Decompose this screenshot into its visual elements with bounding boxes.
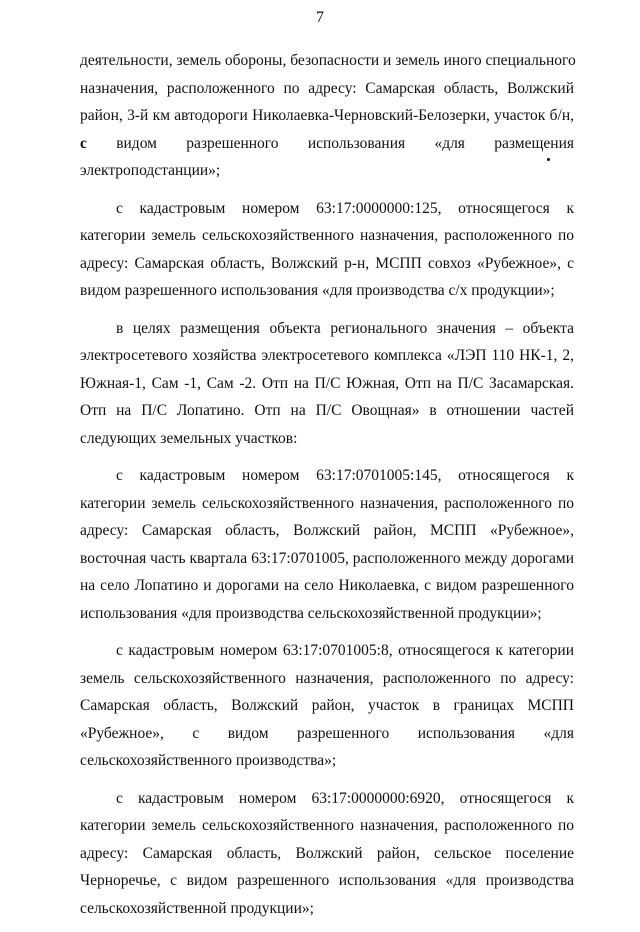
text-line: на село Лопатино и дорогами на село Николаевка, с видом разрешенного <box>80 577 574 594</box>
text-line: с кадастровым номером 63:17:0701005:8, относящегося к категории <box>116 642 574 659</box>
text-line: сельскохозяйственной продукции»; <box>80 899 314 917</box>
text-line: Самарская область, Волжский район, участок в границах МСПП <box>80 697 574 714</box>
text-line: электроподстанции»; <box>80 162 221 179</box>
text-line: восточная часть квартала 63:17:0701005, расположенного между дорогами <box>80 549 574 567</box>
text-line: с кадастровым номером 63:17:0000000:6920, относящегося к <box>116 789 574 807</box>
text-line: Черноречье, с видом разрешенного использования «для производства <box>80 872 574 889</box>
paragraph <box>80 195 574 305</box>
text-line: с видом разрешенного использования «для размещения <box>80 134 574 152</box>
text-line: электросетевого хозяйства электросетевого комплекса «ЛЭП 110 НК-1, 2, <box>80 347 574 364</box>
text-line: район, 3-й км автодороги Николаевка-Черновский-Белозерки, участок б/н, <box>80 107 574 124</box>
text-line: Южная-1, Сам -1, Сам -2. Отп на П/С Южная, Отп на П/С Засамарская. <box>80 374 574 392</box>
paragraph <box>80 47 574 185</box>
document-body <box>80 47 574 932</box>
paragraph <box>80 637 574 775</box>
text-line: «Рубежное», с видом разрешенного использования «для <box>80 724 574 742</box>
paragraph <box>80 462 574 627</box>
stray-dot-mark <box>547 158 550 161</box>
text-line: Отп на П/С Лопатино. Отп на П/С Овощная» в отношении частей <box>80 402 574 419</box>
text-line: с кадастровым номером 63:17:0701005:145, относящегося к <box>116 467 574 484</box>
text-line: адресу: Самарская область, Волжский р-н, МСПП совхоз «Рубежное», с <box>80 254 574 272</box>
paragraph <box>80 785 574 923</box>
text-line: адресу: Самарская область, Волжский район, МСПП «Рубежное», <box>80 522 574 539</box>
paragraph <box>80 315 574 453</box>
text-line: категории земель сельскохозяйственного назначения, расположенного по <box>80 494 574 512</box>
text-line: видом разрешенного использования «для производства с/х продукции»; <box>80 282 555 299</box>
text-line: деятельности, земель обороны, безопасности и земель иного специального <box>80 52 576 69</box>
page-number: 7 <box>316 9 324 26</box>
text-line: с кадастровым номером 63:17:0000000:125, относящегося к <box>116 199 574 217</box>
text-line: категории земель сельскохозяйственного назначения, расположенного по <box>80 817 574 834</box>
text-line: земель сельскохозяйственного назначения, расположенного по адресу: <box>80 669 574 687</box>
text-line: адресу: Самарская область, Волжский район, сельское поселение <box>80 844 574 862</box>
text-line: использования «для производства сельскохозяйственной продукции»; <box>80 604 542 622</box>
text-line: следующих земельных участков: <box>80 429 298 447</box>
text-line: назначения, расположенного по адресу: Самарская область, Волжский <box>80 79 574 97</box>
text-line: сельскохозяйственного производства»; <box>80 752 337 769</box>
text-line: категории земель сельскохозяйственного назначения, расположенного по <box>80 227 574 244</box>
text-line: в целях размещения объекта регионального значения – объекта <box>116 319 574 337</box>
